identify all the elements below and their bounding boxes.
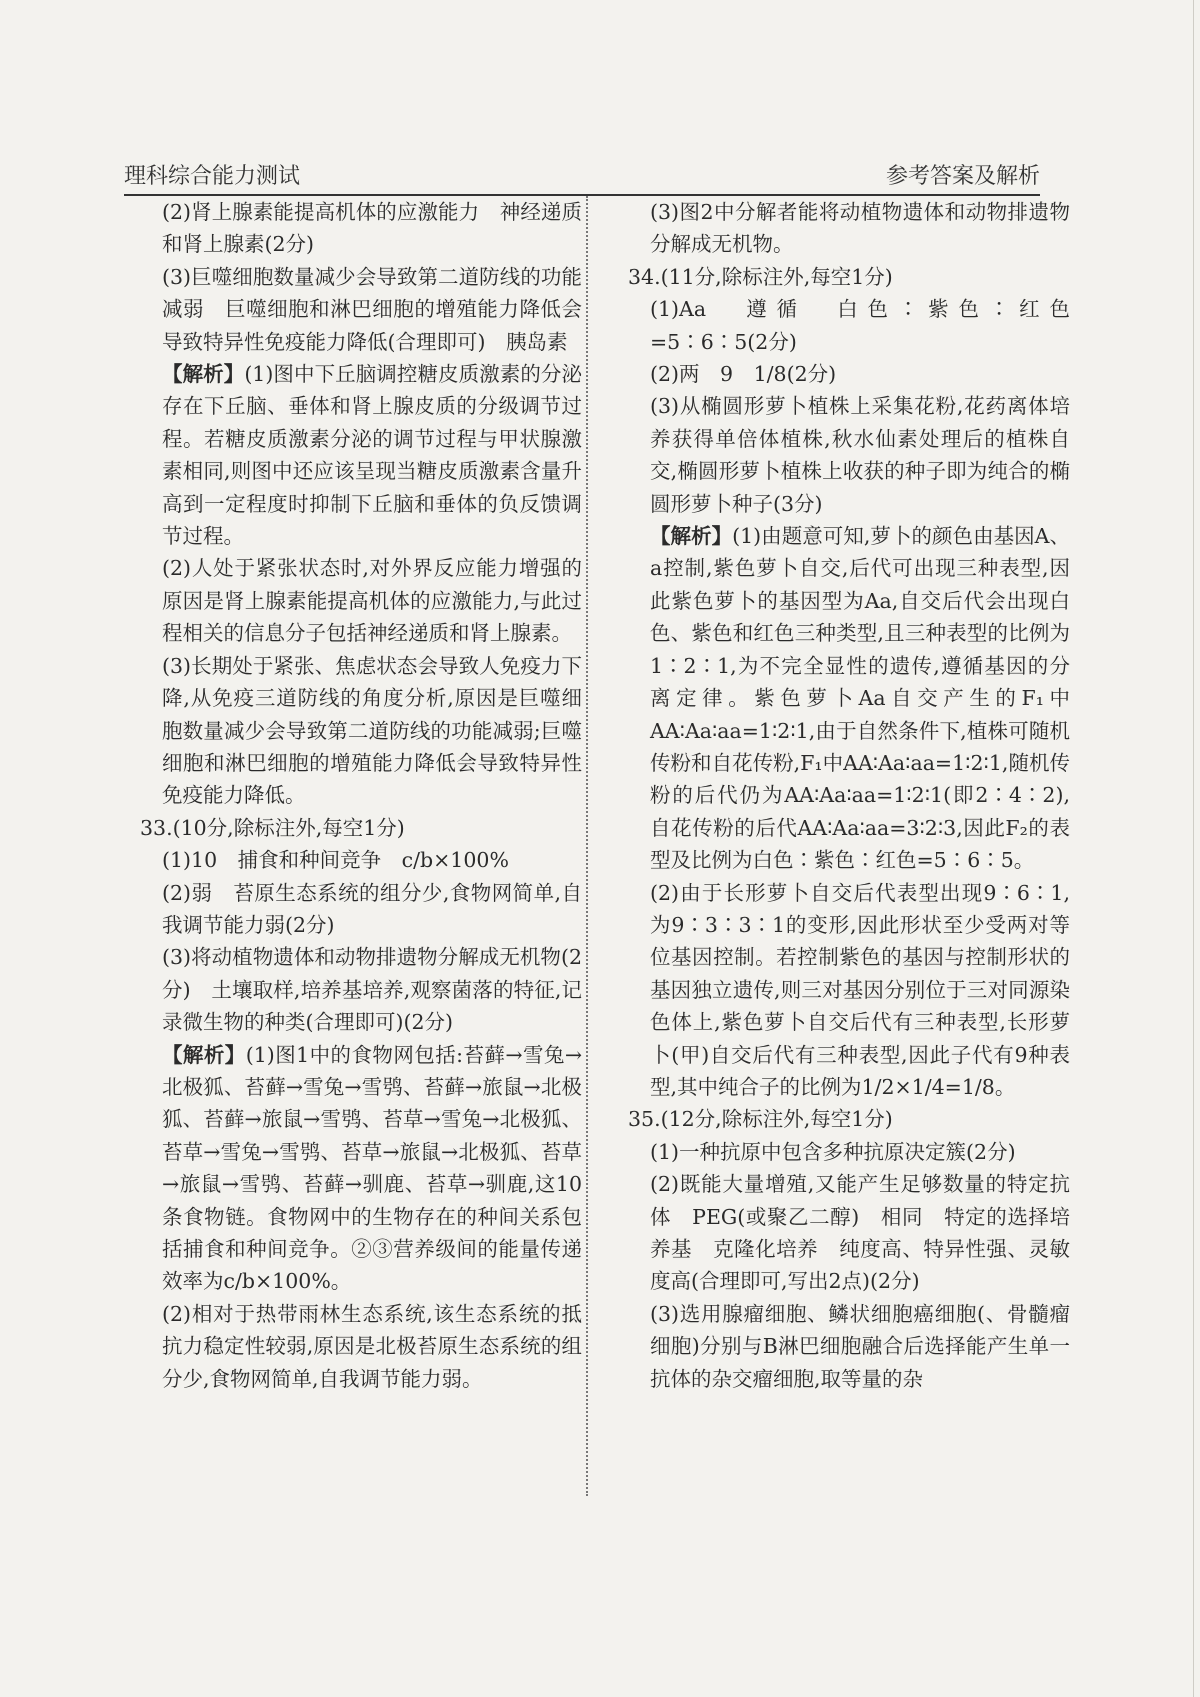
analysis-33-2: (2)相对于热带雨林生态系统,该生态系统的抵抗力稳定性较弱,原因是北极苔原生态系统的组分少,食物网简单,自我调节能力弱。 [162, 1301, 582, 1391]
answer-32-2: (2)肾上腺素能提高机体的应激能力 神经递质和肾上腺素(2分) [162, 200, 582, 257]
answer-32-3: (3)巨噬细胞数量减少会导致第二道防线的功能减弱 巨噬细胞和淋巴细胞的增殖能力降低会导致特异性免疫能力降低(合理即可) 胰岛素 [162, 264, 582, 354]
scan-edge [1193, 0, 1194, 1697]
answer-34-1: (1)Aa 遵循 白色∶紫色∶红色=5∶6∶5(2分) [650, 297, 1070, 354]
answer-33-1: (1)10 捕食和种间竞争 c/b×100% [162, 848, 509, 873]
answer-35-2: (2)既能大量增殖,又能产生足够数量的特定抗体 PEG(或聚乙二醇) 相同 特定的选择培养基 克隆化培养 纯度高、特异性强、灵敏度高(合理即可,写出2点)(2分) [650, 1172, 1070, 1294]
analysis-tag: 【解析】 [162, 1042, 246, 1067]
analysis-34-2: (2)由于长形萝卜自交后代表型出现9∶6∶1,为9∶3∶3∶1的变形,因此形状至少受两对等位基因控制。若控制紫色的基因与控制形状的基因独立遗传,则三对基因分别位于三对同源染色体上,紫色萝卜自交后代有三种表型,长形萝卜(甲)自交后代有三种表型,因此子代有9种表型,其中纯合子的比例为1/2×1/4=1/8。 [650, 880, 1070, 1099]
answer-35-3: (3)选用腺瘤细胞、鳞状细胞癌细胞(、骨髓瘤细胞)分别与B淋巴细胞融合后选择能产生单一抗体的杂交瘤细胞,取等量的杂 [650, 1301, 1070, 1391]
question-35-heading: 35.(12分,除标注外,每空1分) [628, 1107, 893, 1132]
answer-33-3: (3)将动植物遗体和动物排遗物分解成无机物(2分) 土壤取样,培养基培养,观察菌落的特征,记录微生物的种类(合理即可)(2分) [162, 945, 582, 1035]
analysis-tag: 【解析】 [650, 524, 733, 549]
question-34-heading: 34.(11分,除标注外,每空1分) [628, 264, 893, 289]
analysis-33-3: (3)图2中分解者能将动植物遗体和动物排遗物分解成无机物。 [650, 200, 1070, 257]
right-column [628, 196, 1070, 1395]
question-33-heading: 33.(10分,除标注外,每空1分) [140, 815, 405, 840]
analysis-32-2: (2)人处于紧张状态时,对外界反应能力增强的原因是肾上腺素能提高机体的应激能力,与此过程相关的信息分子包括神经递质和肾上腺素。 [162, 556, 582, 646]
page-header [124, 150, 1040, 196]
answer-34-3: (3)从椭圆形萝卜植株上采集花粉,花药离体培养获得单倍体植株,秋水仙素处理后的植株自交,椭圆形萝卜植株上收获的种子即为纯合的椭圆形萝卜种子(3分) [650, 394, 1070, 516]
analysis-34-1: 【解析】(1)由题意可知,萝卜的颜色由基因A、a控制,紫色萝卜自交,后代可出现三种表型,因此紫色萝卜的基因型为Aa,自交后代会出现白色、紫色和红色三种类型,且三种表型的比例为1∶2∶1,为不完全显性的遗传,遵循基因的分离定律。紫色萝卜Aa自交产生的F₁中AA∶Aa∶aa=1∶2∶1,由于自然条件下,植株可随机传粉和自花传粉,F₁中AA∶Aa∶aa=1∶2∶1,随机传粉的后代仍为AA∶Aa∶aa=1∶2∶1(即2∶4∶2),自花传粉的后代AA∶Aa∶aa=3∶2∶3,因此F₂的表型及比例为白色∶紫色∶红色=5∶6∶5。 [650, 524, 1071, 873]
header-title: 理科综合能力测试 [124, 164, 301, 189]
analysis-32-1: 【解析】(1)图中下丘脑调控糖皮质激素的分泌存在下丘脑、垂体和肾上腺皮质的分级调节过程。若糖皮质激素分泌的调节过程与甲状腺激素相同,则图中还应该呈现当糖皮质激素含量升高到一定程度时抑制下丘脑和垂体的负反馈调节过程。 [162, 362, 582, 549]
analysis-tag: 【解析】 [162, 362, 245, 387]
analysis-32-3: (3)长期处于紧张、焦虑状态会导致人免疫力下降,从免疫三道防线的角度分析,原因是巨噬细胞数量减少会导致第二道防线的功能减弱;巨噬细胞和淋巴细胞的增殖能力降低会导致特异性免疫能力降低。 [162, 653, 582, 808]
answer-33-2: (2)弱 苔原生态系统的组分少,食物网简单,自我调节能力弱(2分) [162, 880, 582, 937]
analysis-33-1: 【解析】(1)图1中的食物网包括:苔藓→雪兔→北极狐、苔藓→雪兔→雪鸮、苔藓→旅鼠→北极狐、苔藓→旅鼠→雪鸮、苔草→雪兔→北极狐、苔草→雪兔→雪鸮、苔草→旅鼠→北极狐、苔草→旅鼠→雪鸮、苔藓→驯鹿、苔草→驯鹿,这10条食物链。食物网中的生物存在的种间关系包括捕食和种间竞争。②③营养级间的能量传递效率为c/b×100%。 [162, 1042, 582, 1294]
answer-34-2: (2)两 9 1/8(2分) [650, 362, 837, 387]
answer-35-1: (1)一种抗原中包含多种抗原决定簇(2分) [650, 1139, 1016, 1164]
header-section: 参考答案及解析 [885, 164, 1040, 189]
column-divider [586, 196, 588, 1496]
left-column [140, 196, 582, 1395]
